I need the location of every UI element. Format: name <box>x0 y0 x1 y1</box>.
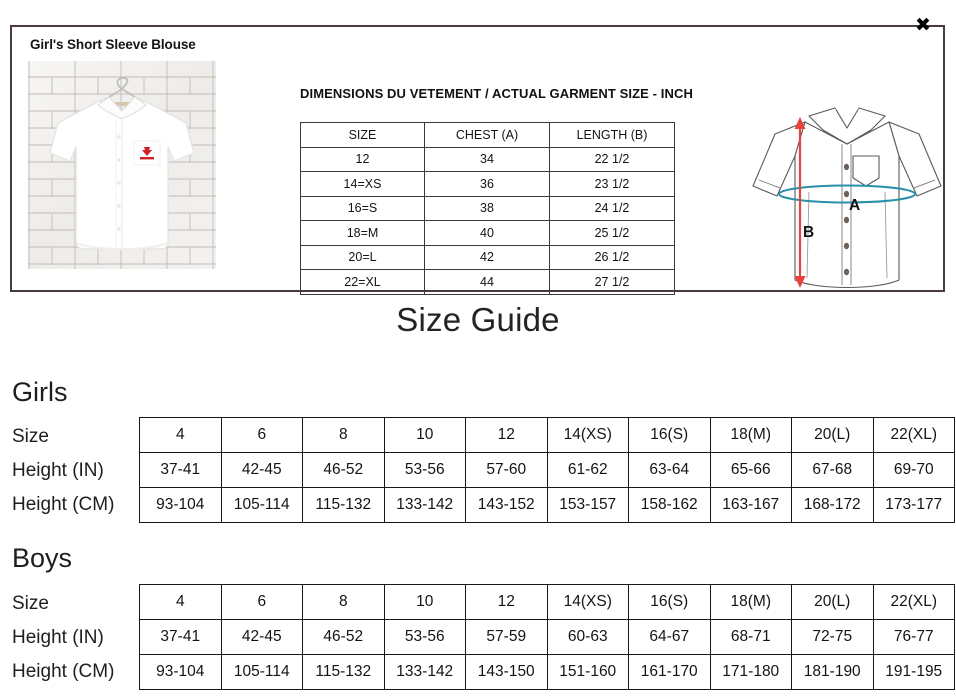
size-cell: 8 <box>303 418 385 453</box>
height-in-cell: 64-67 <box>629 620 711 655</box>
table-row <box>140 620 955 655</box>
height-in-cell: 63-64 <box>629 453 711 488</box>
size-cell: 20(L) <box>792 585 874 620</box>
size-cell: 16(S) <box>629 418 711 453</box>
chest-marker-label: A <box>849 197 861 214</box>
height-cm-cell: 161-170 <box>629 655 711 690</box>
table-row <box>140 453 955 488</box>
size-cell: 22(XL) <box>873 585 955 620</box>
garment-cell: 25 1/2 <box>550 221 675 246</box>
height-cm-cell: 171-180 <box>710 655 792 690</box>
garment-col-header: LENGTH (B) <box>550 123 675 148</box>
height-cm-cell: 173-177 <box>873 488 955 523</box>
blouse-photo-illustration <box>28 61 216 269</box>
height-in-cell: 57-60 <box>466 453 548 488</box>
garment-cell: 42 <box>425 245 550 270</box>
section-heading-girls: Girls <box>12 377 68 407</box>
height-cm-cell: 143-152 <box>466 488 548 523</box>
garment-cell: 22 1/2 <box>550 147 675 172</box>
table-row <box>140 585 955 620</box>
height-cm-cell: 105-114 <box>221 655 303 690</box>
boys-size-table <box>139 584 955 690</box>
garment-cell: 12 <box>301 147 425 172</box>
size-cell: 10 <box>384 585 466 620</box>
height-cm-cell: 151-160 <box>547 655 629 690</box>
row-label: Size <box>12 593 49 614</box>
garment-dimensions-table <box>300 122 675 295</box>
size-cell: 16(S) <box>629 585 711 620</box>
close-icon[interactable]: ✖ <box>915 14 931 36</box>
height-cm-cell: 153-157 <box>547 488 629 523</box>
size-cell: 14(XS) <box>547 418 629 453</box>
height-in-cell: 76-77 <box>873 620 955 655</box>
garment-cell: 14=XS <box>301 172 425 197</box>
product-photo <box>28 61 216 269</box>
height-in-cell: 46-52 <box>303 620 385 655</box>
height-cm-cell: 158-162 <box>629 488 711 523</box>
shirt-measurement-diagram <box>747 82 947 310</box>
garment-cell: 27 1/2 <box>550 270 675 295</box>
garment-table-heading: DIMENSIONS DU VETEMENT / ACTUAL GARMENT SIZE - INCH <box>300 86 693 101</box>
boys-row-labels <box>12 587 137 689</box>
garment-cell: 36 <box>425 172 550 197</box>
section-heading-boys: Boys <box>12 543 73 573</box>
height-cm-cell: 168-172 <box>792 488 874 523</box>
page-title: Size Guide <box>396 301 560 338</box>
height-cm-cell: 115-132 <box>303 655 385 690</box>
row-label: Size <box>12 426 49 447</box>
table-row <box>301 270 675 295</box>
table-header-row <box>301 123 675 148</box>
height-in-cell: 68-71 <box>710 620 792 655</box>
garment-cell: 22=XL <box>301 270 425 295</box>
height-cm-cell: 163-167 <box>710 488 792 523</box>
height-cm-cell: 93-104 <box>140 655 222 690</box>
garment-cell: 44 <box>425 270 550 295</box>
table-row <box>140 488 955 523</box>
garment-cell: 40 <box>425 221 550 246</box>
length-marker-label: B <box>803 224 815 241</box>
table-row <box>301 147 675 172</box>
row-label: Height (CM) <box>12 494 115 515</box>
garment-cell: 16=S <box>301 196 425 221</box>
table-row <box>301 172 675 197</box>
size-cell: 20(L) <box>792 418 874 453</box>
garment-col-header: SIZE <box>301 123 425 148</box>
height-in-cell: 60-63 <box>547 620 629 655</box>
size-cell: 6 <box>221 585 303 620</box>
height-in-cell: 72-75 <box>792 620 874 655</box>
height-cm-cell: 105-114 <box>221 488 303 523</box>
table-row <box>301 221 675 246</box>
size-cell: 6 <box>221 418 303 453</box>
size-cell: 12 <box>466 585 548 620</box>
height-in-cell: 53-56 <box>384 620 466 655</box>
garment-info-panel <box>10 25 945 292</box>
size-cell: 22(XL) <box>873 418 955 453</box>
height-cm-cell: 133-142 <box>384 488 466 523</box>
size-cell: 10 <box>384 418 466 453</box>
height-cm-cell: 115-132 <box>303 488 385 523</box>
height-in-cell: 42-45 <box>221 453 303 488</box>
table-row <box>140 418 955 453</box>
girls-row-labels <box>12 420 137 522</box>
row-label: Height (CM) <box>12 661 115 682</box>
size-cell: 8 <box>303 585 385 620</box>
product-title: Girl's Short Sleeve Blouse <box>30 37 196 52</box>
garment-cell: 24 1/2 <box>550 196 675 221</box>
height-in-cell: 65-66 <box>710 453 792 488</box>
height-cm-cell: 133-142 <box>384 655 466 690</box>
garment-cell: 23 1/2 <box>550 172 675 197</box>
garment-col-header: CHEST (A) <box>425 123 550 148</box>
size-cell: 4 <box>140 585 222 620</box>
row-label: Height (IN) <box>12 460 104 481</box>
size-cell: 12 <box>466 418 548 453</box>
garment-cell: 20=L <box>301 245 425 270</box>
girls-size-table <box>139 417 955 523</box>
height-in-cell: 37-41 <box>140 620 222 655</box>
garment-cell: 38 <box>425 196 550 221</box>
height-in-cell: 67-68 <box>792 453 874 488</box>
height-cm-cell: 191-195 <box>873 655 955 690</box>
size-cell: 4 <box>140 418 222 453</box>
height-in-cell: 53-56 <box>384 453 466 488</box>
table-row <box>301 245 675 270</box>
height-cm-cell: 181-190 <box>792 655 874 690</box>
table-row <box>301 196 675 221</box>
height-cm-cell: 93-104 <box>140 488 222 523</box>
height-in-cell: 61-62 <box>547 453 629 488</box>
height-in-cell: 37-41 <box>140 453 222 488</box>
height-in-cell: 42-45 <box>221 620 303 655</box>
height-in-cell: 69-70 <box>873 453 955 488</box>
size-cell: 18(M) <box>710 418 792 453</box>
garment-cell: 34 <box>425 147 550 172</box>
height-in-cell: 57-59 <box>466 620 548 655</box>
height-in-cell: 46-52 <box>303 453 385 488</box>
size-cell: 14(XS) <box>547 585 629 620</box>
size-cell: 18(M) <box>710 585 792 620</box>
garment-cell: 26 1/2 <box>550 245 675 270</box>
height-cm-cell: 143-150 <box>466 655 548 690</box>
row-label: Height (IN) <box>12 627 104 648</box>
garment-cell: 18=M <box>301 221 425 246</box>
table-row <box>140 655 955 690</box>
